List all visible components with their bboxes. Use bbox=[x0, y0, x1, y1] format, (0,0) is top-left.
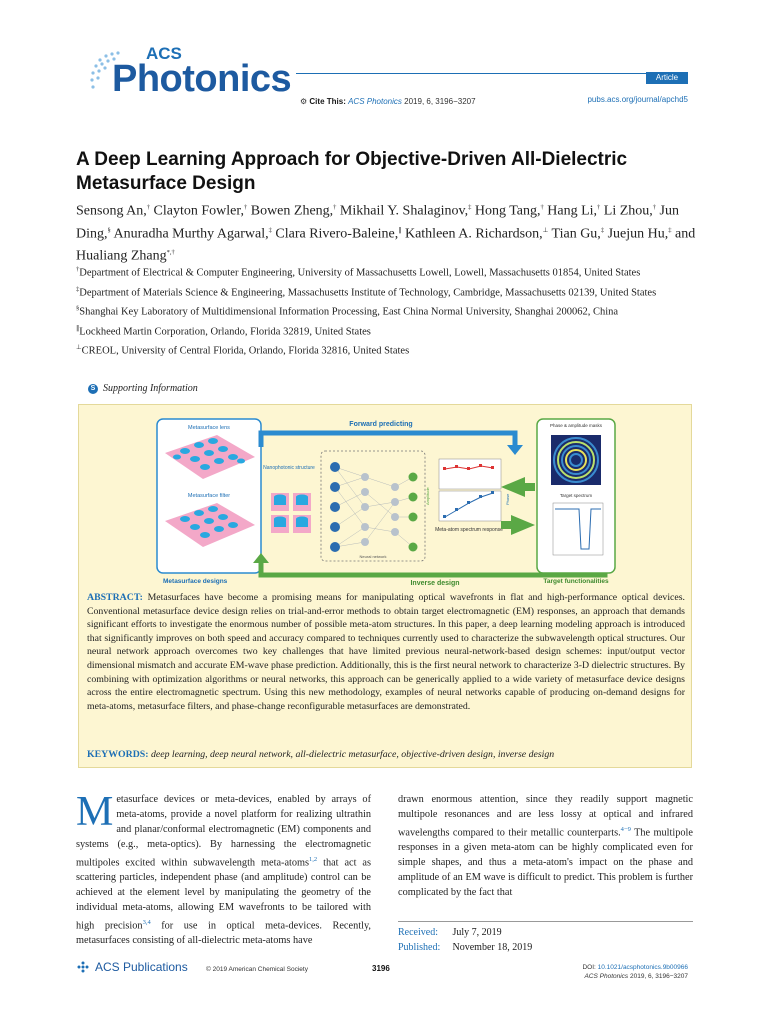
article-type-badge: Article bbox=[646, 72, 688, 84]
author-affiliation-mark: † bbox=[652, 204, 657, 211]
author-name[interactable]: Clara Rivero-Baleine, bbox=[275, 226, 399, 242]
affiliation-mark: ∥ bbox=[76, 324, 80, 332]
doi-link[interactable]: 10.1021/acsphotonics.9b00966 bbox=[597, 964, 688, 971]
spectrum-response-label: Meta-atom spectrum response bbox=[435, 527, 503, 533]
author-name[interactable]: Kathleen A. Richardson, bbox=[404, 226, 543, 242]
journal-logo bbox=[88, 44, 292, 112]
published-date: November 18, 2019 bbox=[452, 942, 533, 953]
acs-publications-logo[interactable] bbox=[76, 960, 188, 974]
nanophotonic-label: Nanophotonic structure bbox=[263, 465, 315, 471]
author-affiliation-mark: ∥ bbox=[398, 226, 402, 234]
body-left-text-3: for use in optical meta-devices. Recently, metasurfaces consisting of all-dielectric meta-atoms have bbox=[76, 920, 371, 946]
author-name[interactable]: Hong Tang, bbox=[474, 203, 541, 219]
doi-block bbox=[582, 963, 688, 981]
footer-journal-ref: 2019, 6, 3196−3207 bbox=[629, 973, 688, 980]
inverse-design-label: Inverse design bbox=[410, 580, 460, 587]
affiliation-mark: † bbox=[76, 266, 80, 273]
cite-journal: ACS Photonics bbox=[348, 97, 402, 106]
author-affiliation-mark: † bbox=[540, 204, 544, 211]
affiliations bbox=[76, 263, 696, 361]
body-column-left bbox=[76, 789, 371, 949]
citation-ref[interactable]: 3,4 bbox=[142, 918, 151, 926]
affiliation bbox=[76, 341, 696, 359]
doi-label: DOI: bbox=[582, 964, 596, 971]
author-name[interactable]: Bowen Zheng, bbox=[250, 203, 334, 219]
author-name[interactable]: Hang Li, bbox=[547, 203, 598, 219]
affiliation-mark: ‡ bbox=[76, 285, 80, 293]
citation-ref[interactable]: 4−9 bbox=[620, 825, 631, 833]
author-affiliation-mark: *,† bbox=[166, 249, 175, 257]
neural-network-label: Neural network bbox=[359, 554, 387, 559]
affiliation-text: Department of Materials Science & Engineering, Massachusetts Institute of Technology, Cambridge, Massachusetts 02139, United States bbox=[79, 287, 657, 298]
author-affiliation-mark: ⊥ bbox=[542, 226, 549, 234]
affiliation bbox=[76, 263, 696, 281]
metasurface-lens-label: Metasurface lens bbox=[188, 425, 230, 431]
body-left-text-1: etasurface devices or meta-devices, enabled by arrays of meta-atoms, provide a novel platform for realizing ultrathin and planar/conformal electromagnetic (EM) components and systems (e.g., meta-optics). By harnessing the electromagnetic multipoles excited within subwavelength meta-atoms bbox=[76, 794, 371, 869]
author-affiliation-mark: ‡ bbox=[468, 204, 472, 211]
affiliation bbox=[76, 302, 696, 320]
forward-predicting-label: Forward predicting bbox=[349, 421, 413, 428]
author-affiliation-mark: § bbox=[107, 226, 111, 234]
cite-this[interactable] bbox=[300, 97, 476, 106]
affiliation bbox=[76, 322, 696, 340]
publication-dates bbox=[398, 921, 693, 955]
keywords-list: deep learning, deep neural network, all-dielectric metasurface, objective-driven design, inverse design bbox=[150, 749, 555, 760]
cite-label: Cite This: bbox=[309, 97, 346, 106]
abstract-box bbox=[78, 404, 692, 768]
cite-icon: ⚙ bbox=[300, 97, 308, 106]
toc-graphic bbox=[155, 417, 617, 587]
supporting-information-link[interactable] bbox=[88, 383, 198, 394]
footer-journal: ACS Photonics bbox=[584, 973, 629, 980]
affiliation-text: CREOL, University of Central Florida, Orlando, Florida 32816, United States bbox=[81, 345, 410, 357]
body-right-text-2: The multipole responses in a given meta-atom can be highly complicated even for simple shapes, and thus a meta-atom's impact on the phase and amplitude of an EM wave is difficult to predict. This problem is further complicated by the fact that bbox=[398, 827, 693, 898]
affiliation-text: Shanghai Key Laboratory of Multidimensional Information Processing, East China Normal University, Shanghai 200062, China bbox=[79, 306, 619, 318]
phase-masks-label: Phase & amplitude masks bbox=[549, 423, 603, 428]
abstract-label: ABSTRACT: bbox=[87, 592, 143, 603]
author-name[interactable]: Clayton Fowler, bbox=[153, 203, 244, 219]
author-affiliation-mark: † bbox=[146, 204, 151, 211]
author-name[interactable]: Anuradha Murthy Agarwal, bbox=[113, 226, 269, 242]
author-affiliation-mark: ‡ bbox=[600, 226, 605, 234]
author-name[interactable]: Jun Ding, bbox=[76, 203, 679, 242]
abstract-body: Metasurfaces have become a promising means for manipulating optical wavefronts in flat and high-performance optical devices. Conventional metasurface device design relies on trial-and-error methods to obtain target electromagnetic (EM) responses, an approach that demands significant efforts to investigate the enormous number of possible meta-atom structures. In this paper, a deep learning modeling approach is introduced that significantly improves on both speed and accuracy compared to techniques currently used to characterize the subwavelength optical structures. Our neural network approach overcomes two key challenges that have limited previous neural-network-based design schemes: input/output vector dimensional mismatch and accurate EM-wave phase prediction. Additionally, this is the first neural network to characterize 3-D dielectric structures. By combining with optimization algorithms or neural networks, this approach can be generically applied to a wide variety of metasurface device designs across the entire electromagnetic spectrum. Using this new methodology, examples of neural networks capable of producing on-demand designs for meta-atoms, metasurface filters, and phase-change reconfigurable metasurfaces are demonstrated. bbox=[87, 592, 686, 712]
body-right-text-1: drawn enormous attention, since they readily support magnetic multipole resonances and are less lossy at optical and infrared wavelengths compared to their metallic counterparts. bbox=[398, 794, 693, 839]
author-name[interactable]: Juejun Hu, bbox=[607, 226, 669, 242]
keywords-label: KEYWORDS: bbox=[87, 749, 149, 760]
target-functionalities-label: Target functionalities bbox=[543, 578, 609, 585]
affiliation-mark: § bbox=[76, 305, 80, 312]
affiliation-text: Lockheed Martin Corporation, Orlando, Florida 32819, United States bbox=[79, 326, 371, 337]
affiliation bbox=[76, 283, 696, 301]
body-left-text-2: that act as scattering particles, independent phase (and amplitude) control can be achieved at the element level by manipulating the geometry of the individual meta-atoms, allowing EM wavefronts to be tailored with high precision bbox=[76, 857, 371, 932]
abstract-text bbox=[87, 591, 685, 713]
journal-url[interactable]: pubs.acs.org/journal/apchd5 bbox=[587, 95, 688, 104]
publisher-name: ACS Publications bbox=[95, 960, 188, 974]
author-name[interactable]: Mikhail Y. Shalaginov, bbox=[339, 203, 469, 219]
affiliation-mark: ⊥ bbox=[76, 344, 82, 351]
logo-photonics: Photonics bbox=[112, 58, 292, 100]
acs-logo-icon bbox=[76, 960, 90, 974]
supporting-info-icon: S bbox=[88, 384, 98, 394]
copyright: © 2019 American Chemical Society bbox=[206, 966, 308, 973]
page-number: 3196 bbox=[372, 964, 390, 973]
cite-ref: 2019, 6, 3196−3207 bbox=[404, 97, 476, 106]
affiliation-text: Department of Electrical & Computer Engineering, University of Massachusetts Lowell, Lowell, Massachusetts 01854, United States bbox=[79, 267, 641, 279]
published-label: Published: bbox=[398, 942, 441, 953]
author-affiliation-mark: ‡ bbox=[268, 226, 272, 234]
keywords bbox=[87, 749, 685, 760]
amplitude-axis-label: Amplitude bbox=[425, 487, 430, 505]
dropcap: M bbox=[76, 789, 114, 835]
author-name[interactable]: Tian Gu, bbox=[551, 226, 601, 242]
author-name[interactable]: and Hualiang Zhang bbox=[76, 226, 696, 264]
received-label: Received: bbox=[398, 927, 438, 938]
author-affiliation-mark: † bbox=[243, 204, 248, 211]
metasurface-designs-label: Metasurface designs bbox=[163, 578, 228, 585]
author-affiliation-mark: † bbox=[333, 204, 337, 211]
header-rule bbox=[296, 73, 688, 74]
author-affiliation-mark: ‡ bbox=[668, 226, 672, 234]
body-column-right bbox=[398, 793, 693, 901]
supporting-info-label: Supporting Information bbox=[103, 383, 198, 394]
citation-ref[interactable]: 1,2 bbox=[309, 855, 318, 863]
author-affiliation-mark: † bbox=[597, 204, 601, 211]
logo-acs: ACS bbox=[146, 44, 182, 63]
author-list bbox=[76, 198, 696, 266]
target-spectrum-label: Target spectrum bbox=[559, 493, 593, 498]
paper-title: A Deep Learning Approach for Objective-Driven All-Dielectric Metasurface Design bbox=[76, 149, 628, 194]
phase-axis-label: Phase bbox=[505, 493, 510, 505]
author-name[interactable]: Li Zhou, bbox=[603, 203, 653, 219]
received-date: July 7, 2019 bbox=[452, 927, 502, 938]
metasurface-filter-label: Metasurface filter bbox=[187, 493, 231, 499]
author-name[interactable]: Sensong An, bbox=[76, 203, 147, 219]
